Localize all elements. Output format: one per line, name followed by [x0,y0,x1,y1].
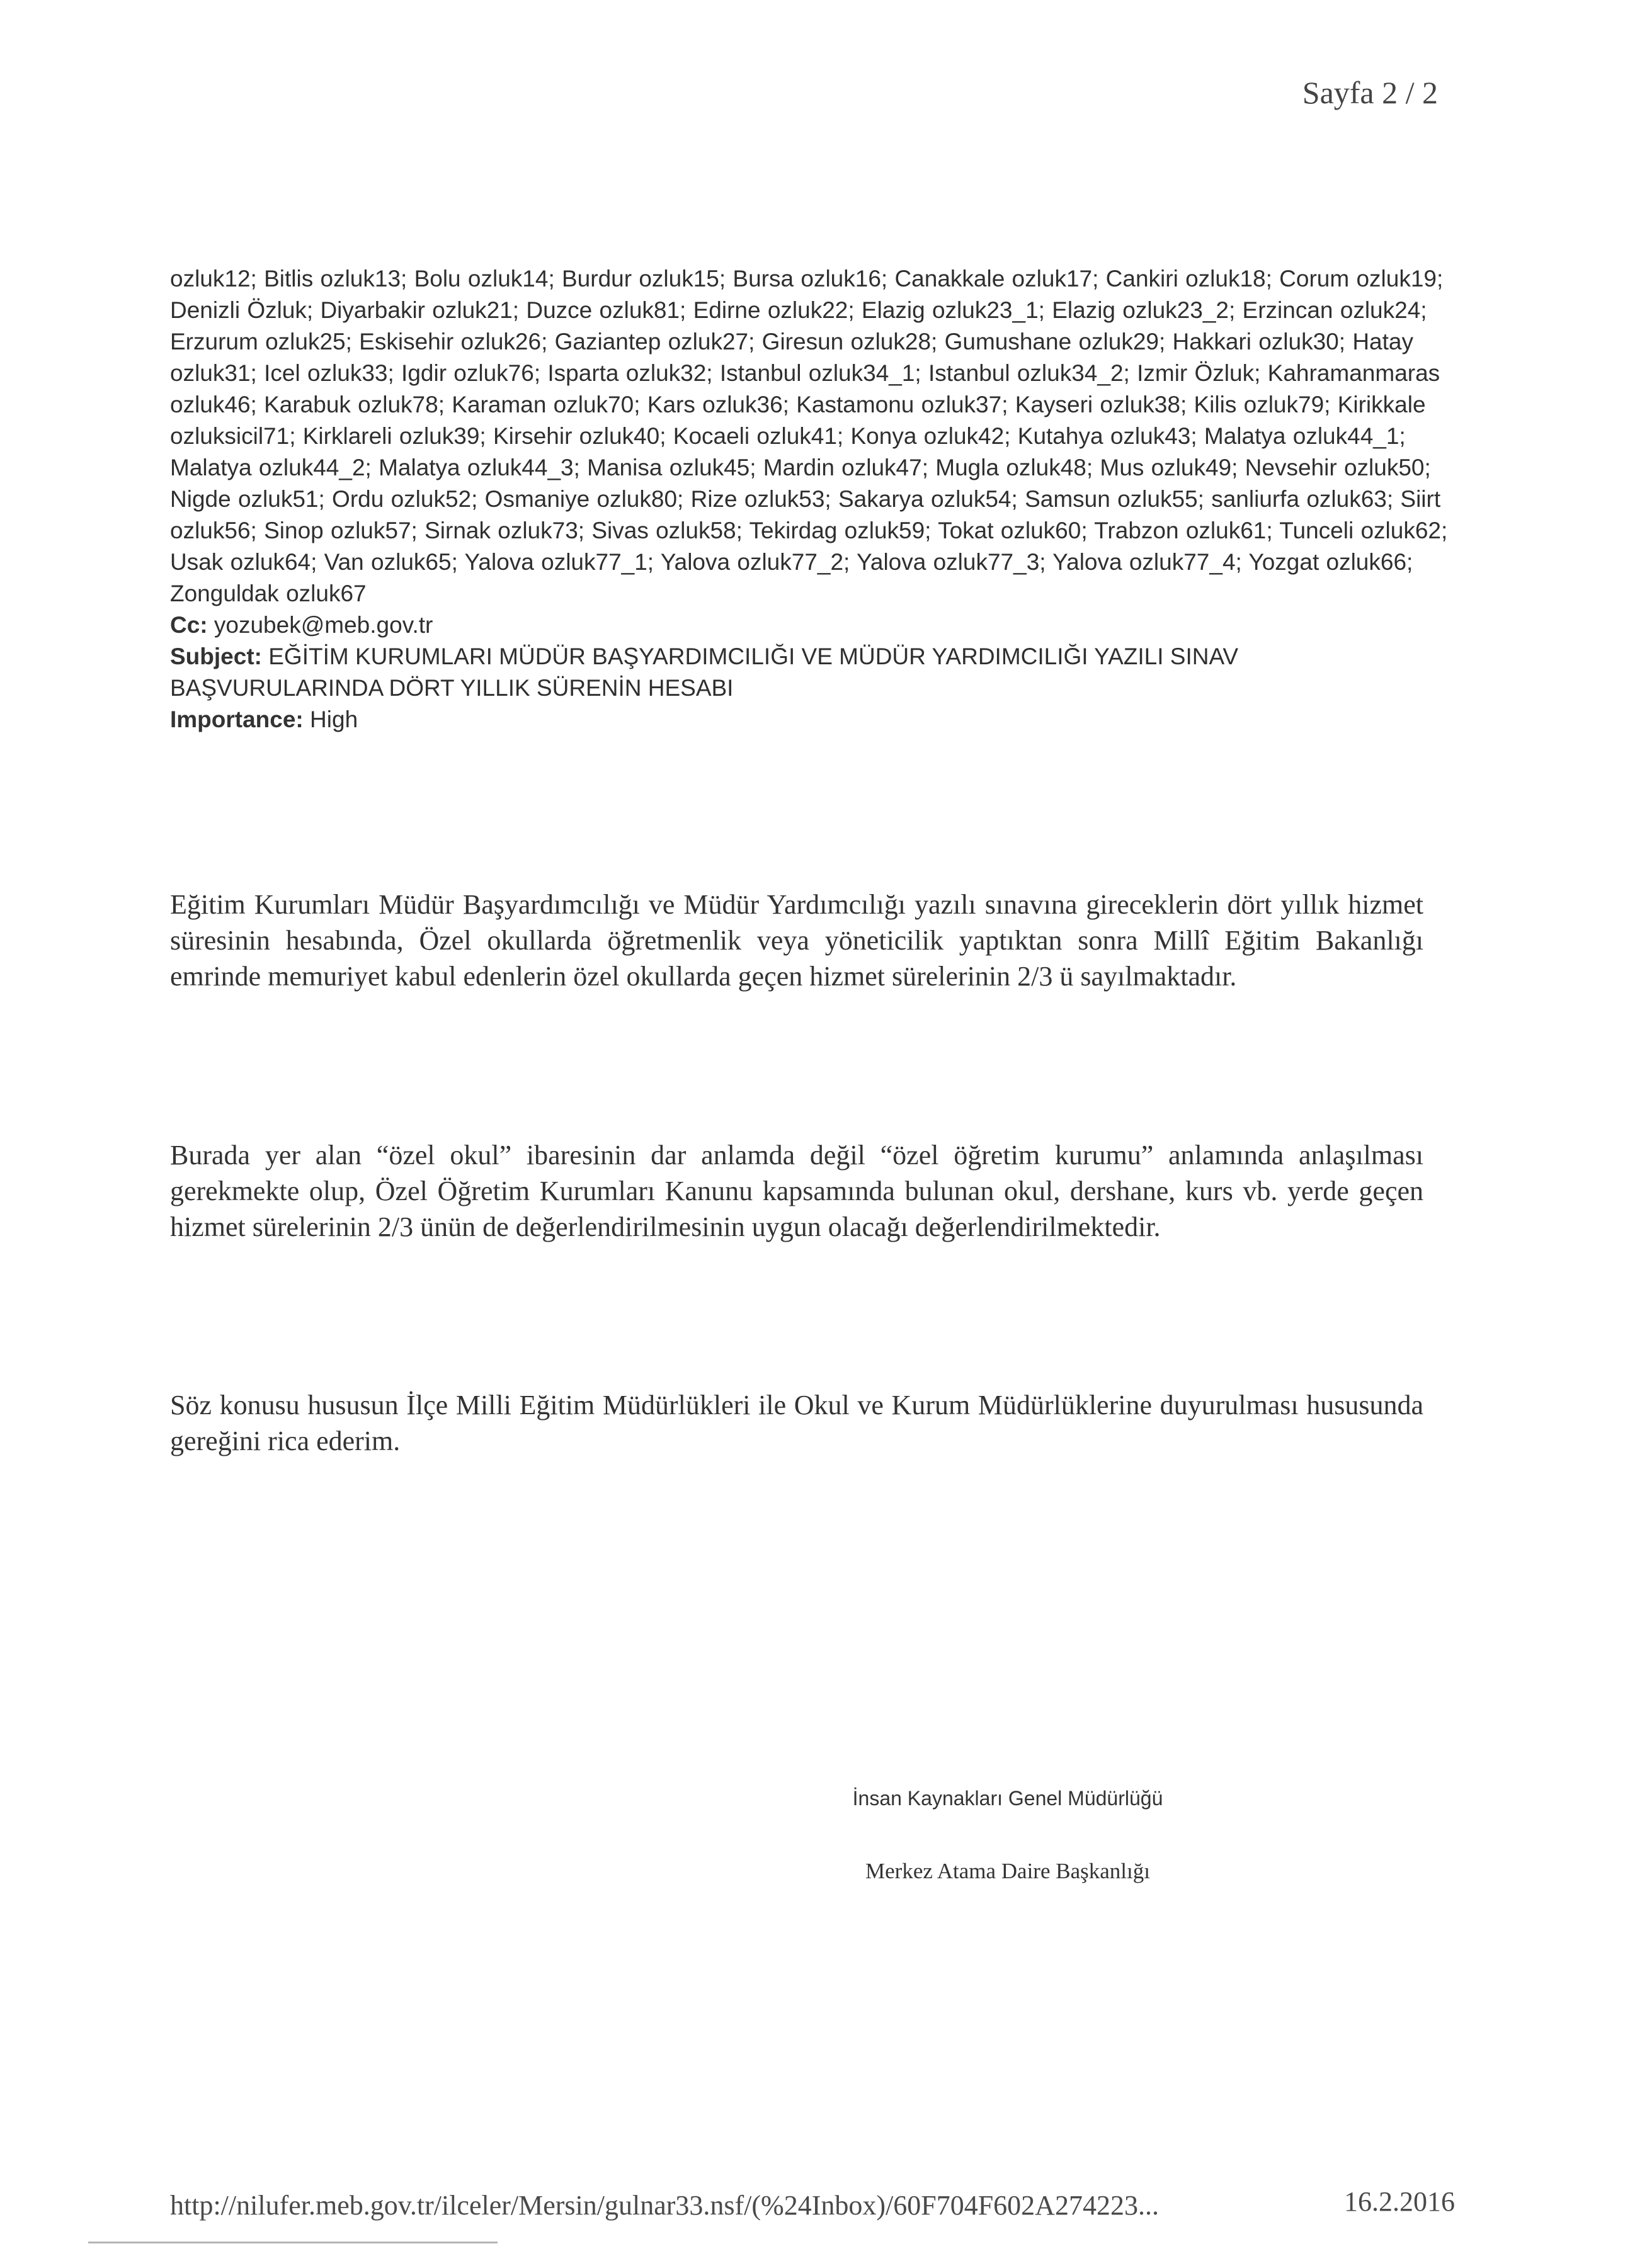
importance-line [170,704,1455,735]
footer-divider [88,2242,498,2243]
subject-value: EĞİTİM KURUMLARI MÜDÜR BAŞYARDIMCILIĞI VE MÜDÜR YARDIMCILIĞI YAZILI SINAV BAŞVURULARINDA DÖRT YILLIK SÜRENİN HESABI [170,644,1239,701]
signature-department: İnsan Kaynakları Genel Müdürlüğü [852,1787,1163,1810]
footer-url: http://nilufer.meb.gov.tr/ilceler/Mersin/gulnar33.nsf/(%24Inbox)/60F704F602A274223... [170,2190,1159,2221]
page-number: Sayfa 2 / 2 [1302,75,1438,110]
subject-label: Subject: [170,644,262,669]
subject-line [170,641,1455,704]
email-header [170,263,1455,735]
body-paragraph-1: Eğitim Kurumları Müdür Başyardımcılığı ve Müdür Yardımcılığı yazılı sınavına gireceklerin dört yıllık hizmet süresinin hesabında, Özel okullarda öğretmenlik veya yöneticilik yaptıktan sonra Millî Eğitim Bakanlığı emrinde memuriyet kabul edenlerin özel okullarda geçen hizmet sürelerinin 2/3 ü sayılmaktadır. [170,889,1423,992]
footer-date: 16.2.2016 [1344,2186,1455,2217]
cc-line [170,610,1455,641]
cc-value: yozubek@meb.gov.tr [214,612,433,638]
recipients-list: ozluk12; Bitlis ozluk13; Bolu ozluk14; Burdur ozluk15; Bursa ozluk16; Canakkale ozluk17; Cankiri ozluk18; Corum ozluk19; Denizli Özluk; Diyarbakir ozluk21; Duzce ozluk81; Edirne ozluk22; Elazig ozluk23_1; Elazig ozluk23_2; Erzincan ozluk24; Erzurum ozluk25; Eskisehir ozluk26; Gaziantep ozluk27; Giresun ozluk28; Gumushane ozluk29; Hakkari ozluk30; Hatay ozluk31; Icel ozluk33; Igdir ozluk76; Isparta ozluk32; Istanbul ozluk34_1; Istanbul ozluk34_2; Izmir Özluk; Kahramanmaras ozluk46; Karabuk ozluk78; Karaman ozluk70; Kars ozluk36; Kastamonu ozluk37; Kayseri ozluk38; Kilis ozluk79; Kirikkale ozluksicil71; Kirklareli ozluk39; Kirsehir ozluk40; Kocaeli ozluk41; Konya ozluk42; Kutahya ozluk43; Malatya ozluk44_1; Malatya ozluk44_2; Malatya ozluk44_3; Manisa ozluk45; Mardin ozluk47; Mugla ozluk48; Mus ozluk49; Nevsehir ozluk50; Nigde ozluk51; Ordu ozluk52; Osmaniye ozluk80; Rize ozluk53; Sakarya ozluk54; Samsun ozluk55; sanliurfa ozluk63; Siirt ozluk56; Sinop ozluk57; Sirnak ozluk73; Sivas ozluk58; Tekirdag ozluk59; Tokat ozluk60; Trabzon ozluk61; Tunceli ozluk62; Usak ozluk64; Van ozluk65; Yalova ozluk77_1; Yalova ozluk77_2; Yalova ozluk77_3; Yalova ozluk77_4; Yozgat ozluk66; Zonguldak ozluk67 [170,266,1448,606]
body-paragraph-3: Söz konusu hususun İlçe Milli Eğitim Müdürlükleri ile Okul ve Kurum Müdürlüklerine duyurulması hususunda gereğini rica ederim. [170,1390,1423,1456]
body-paragraph-2: Burada yer alan “özel okul” ibaresinin dar anlamda değil “özel öğretim kurumu” anlamında anlaşılması gerekmekte olup, Özel Öğretim Kurumları Kanunu kapsamında bulunan okul, dershane, kurs vb. yerde geçen hizmet sürelerinin 2/3 ünün de değerlendirilmesinin uygun olacağı değerlendirilmektedir. [170,1140,1423,1242]
cc-label: Cc: [170,612,208,638]
importance-value: High [310,706,358,732]
importance-label: Importance: [170,706,304,732]
signature-office: Merkez Atama Daire Başkanlığı [865,1859,1150,1883]
